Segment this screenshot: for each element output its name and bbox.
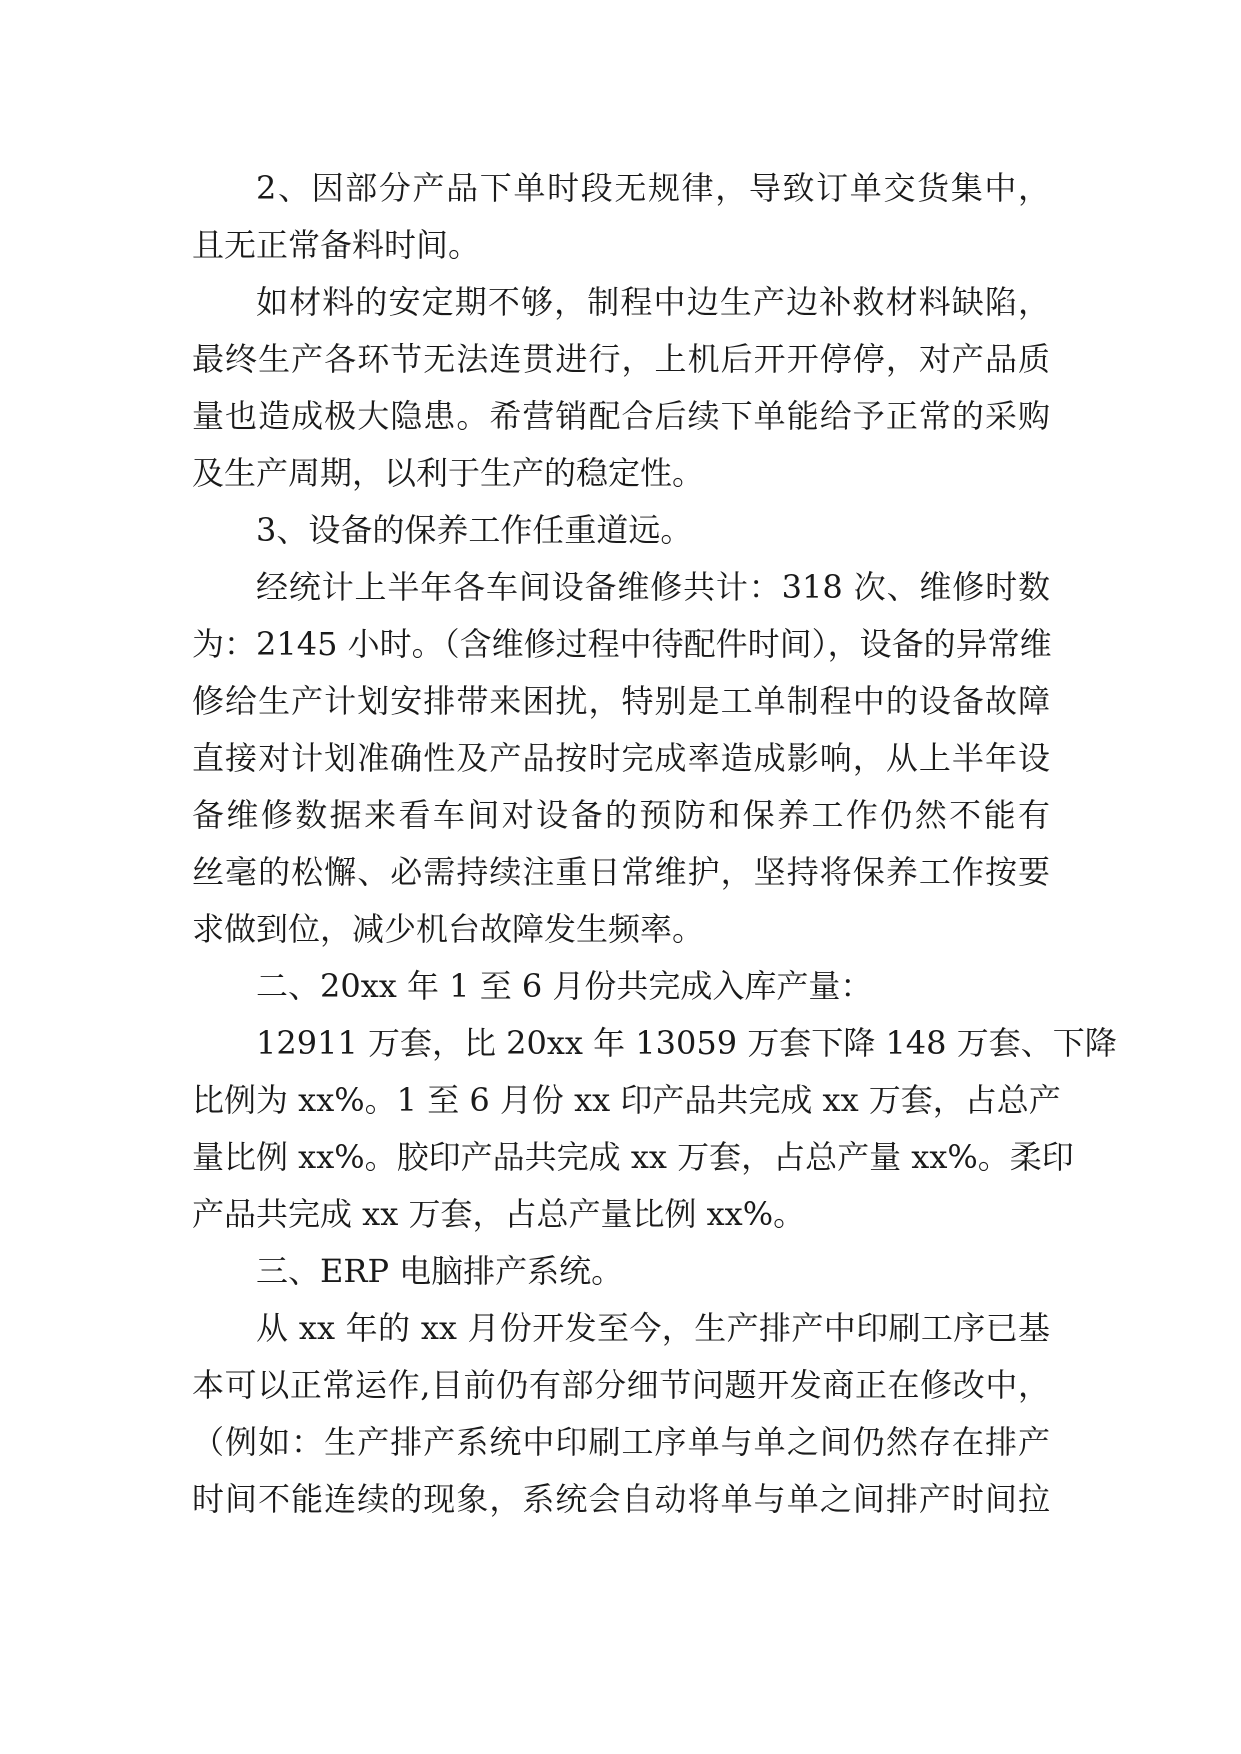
text-line: 备维修数据来看车间对设备的预防和保养工作仍然不能有 [192, 796, 1050, 834]
text-line: 产品共完成 xx 万套，占总产量比例 xx%。 [192, 1195, 806, 1233]
text-line: 二、20xx 年 1 至 6 月份共完成入库产量： [256, 967, 873, 1005]
text-line: 最终生产各环节无法连贯进行，上机后开开停停，对产品质 [192, 340, 1050, 378]
text-line: 量比例 xx%。胶印产品共完成 xx 万套，占总产量 xx%。柔印 [192, 1138, 1074, 1176]
text-line: 求做到位，减少机台故障发生频率。 [192, 910, 705, 948]
text-line: 修给生产计划安排带来困扰，特别是工单制程中的设备故障 [192, 682, 1050, 720]
text-line: 12911 万套，比 20xx 年 13059 万套下降 148 万套、下降 [256, 1024, 1117, 1062]
text-line: 三、ERP 电脑排产系统。 [256, 1252, 624, 1290]
text-line: 经统计上半年各车间设备维修共计：318 次、维修时数 [256, 568, 1050, 606]
text-line: 直接对计划准确性及产品按时完成率造成影响，从上半年设 [192, 739, 1050, 777]
text-line: 比例为 xx%。1 至 6 月份 xx 印产品共完成 xx 万套，占总产 [192, 1081, 1061, 1119]
text-line: 从 xx 年的 xx 月份开发至今，生产排产中印刷工序已基 [256, 1309, 1050, 1347]
text-line: 及生产周期，以利于生产的稳定性。 [192, 454, 705, 492]
text-line: （例如：生产排产系统中印刷工序单与单之间仍然存在排产 [192, 1423, 1050, 1461]
text-line: 为：2145 小时。（含维修过程中待配件时间），设备的异常维 [192, 625, 1052, 663]
text-line: 如材料的安定期不够，制程中边生产边补救材料缺陷， [256, 283, 1050, 321]
text-line: 本可以正常运作,目前仍有部分细节问题开发商正在修改中， [192, 1366, 1050, 1404]
text-line: 量也造成极大隐患。希营销配合后续下单能给予正常的采购 [192, 397, 1050, 435]
text-line: 丝毫的松懈、必需持续注重日常维护，坚持将保养工作按要 [192, 853, 1050, 891]
text-line: 时间不能连续的现象，系统会自动将单与单之间排产时间拉 [192, 1480, 1050, 1518]
text-line: 3、设备的保养工作任重道远。 [256, 511, 693, 549]
text-line: 2、因部分产品下单时段无规律，导致订单交货集中， [256, 169, 1050, 207]
text-line: 且无正常备料时间。 [192, 226, 481, 264]
